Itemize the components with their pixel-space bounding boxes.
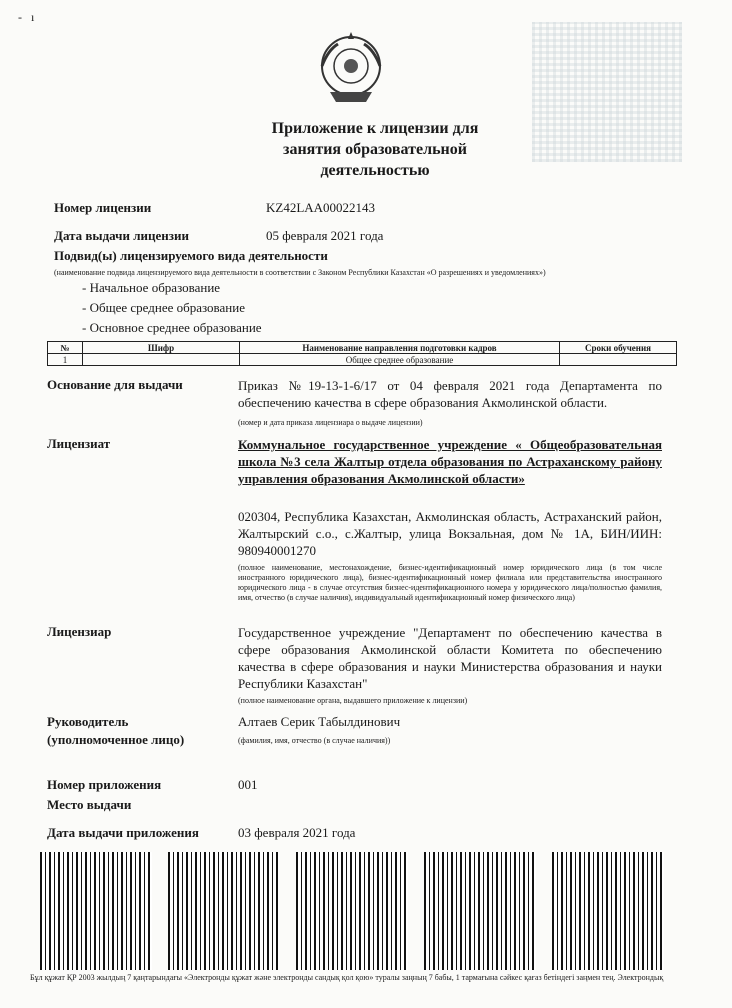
qr-code: [296, 852, 408, 970]
licensee-label: Лицензиат: [47, 436, 111, 451]
license-number-label: Номер лицензии: [54, 200, 152, 215]
faded-qr-code: [532, 22, 682, 162]
head-note: (фамилия, имя, отчество (в случае наличия)): [238, 736, 391, 745]
appendix-number-label: Номер приложения: [47, 777, 162, 792]
corner-mark: - ı: [18, 10, 38, 24]
basis-value: Приказ №19-13-1-6/17 от 04 февраля 2021 года Департамента по обеспечению качества в сфере образования Акмолинской области.: [238, 378, 662, 410]
subtype-note: (наименование подвида лицензируемого вида деятельности в соответствии с Законом Республики Казахстан «О разрешениях и уведомлениях»): [54, 268, 546, 277]
table-cell: [560, 354, 677, 366]
licensor-note: (полное наименование органа, выдавшего приложение к лицензии): [238, 696, 468, 705]
subtype-item: - Основное среднее образование: [82, 320, 262, 335]
subtype-item: - Общее среднее образование: [82, 300, 245, 315]
basis-label: Основание для выдачи: [47, 377, 183, 392]
page-title: [220, 118, 530, 181]
licensee-org: Коммунальное государственное учреждение « Общеобразовательная школа №3 села Жалтыр отдела образования по Астраханскому району управления образования Акмолинской области»: [238, 437, 662, 486]
head-value: Алтаев Серик Табылдинович: [238, 714, 401, 729]
title-line: Приложение к лицензии для: [271, 120, 479, 137]
licensee-address: 020304, Республика Казахстан, Акмолинская область, Астраханский район, Жалтырский с.о., с.Жалтыр, улица Вокзальная, дом № 1А, БИН/ИИН: 980940001270: [238, 509, 662, 558]
head-label: (уполномоченное лицо): [47, 732, 185, 747]
qr-code: [552, 852, 664, 970]
footer-legal-text: Бұл құжат ҚР 2003 жылдың 7 қаңтарындағы «Электронды құжат және электронды сандық қол қою» туралы заңның 7 бабы, 1 тармағына сәйкес қағаз бетіндегі заңмен тең. Электрондық: [30, 973, 664, 982]
table-cell: [83, 354, 240, 366]
table-header-cell: №: [48, 342, 83, 354]
qr-code: [424, 852, 536, 970]
license-date-label: Дата выдачи лицензии: [54, 228, 189, 243]
title-line: занятия образовательной: [283, 141, 467, 158]
title-line: деятельностью: [320, 162, 430, 179]
table-header-row: [48, 342, 677, 354]
training-table: [47, 341, 677, 366]
license-number-value: KZ42LAA00022143: [266, 200, 376, 215]
license-date-value: 05 февраля 2021 года: [266, 228, 384, 243]
qr-code: [40, 852, 152, 970]
table-row: [48, 354, 677, 366]
basis-note: (номер и дата приказа лицензиара о выдаче лицензии): [238, 418, 423, 427]
table-header-cell: Наименование направления подготовки кадров: [240, 342, 560, 354]
table-header-cell: Сроки обучения: [560, 342, 677, 354]
table-header-cell: Шифр: [83, 342, 240, 354]
licensor-value: Государственное учреждение "Департамент по обеспечению качества в сфере образования Акмолинской области Комитета по обеспечению качества в сфере образования и науки Министерства образования и науки Республики Казахстан": [238, 625, 662, 691]
subtype-item: - Начальное образование: [82, 280, 221, 295]
state-emblem-icon: [318, 30, 384, 110]
table-cell: 1: [48, 354, 83, 366]
appendix-number-value: 001: [238, 777, 258, 792]
licensee-note: (полное наименование, местонахождение, бизнес-идентификационный номер юридического лица (в том числе иностранного юридического лица), бизнес-идентификационный номер филиала или представительства иностранного юридического лица - в случае отсутствия бизнес-идентификационного номера у юридического лица/полностью фамилия, имя, отчество (в случае наличия), индивидуальный идентификационный номер физического лица): [238, 563, 662, 602]
head-label: Руководитель: [47, 714, 129, 729]
appendix-date-label: Дата выдачи приложения: [47, 825, 199, 840]
qr-code: [168, 852, 280, 970]
subtype-label: Подвид(ы) лицензируемого вида деятельности: [54, 248, 328, 263]
place-label: Место выдачи: [47, 797, 132, 812]
table-cell: Общее среднее образование: [240, 354, 560, 366]
licensor-label: Лицензиар: [47, 624, 112, 639]
appendix-date-value: 03 февраля 2021 года: [238, 825, 356, 840]
